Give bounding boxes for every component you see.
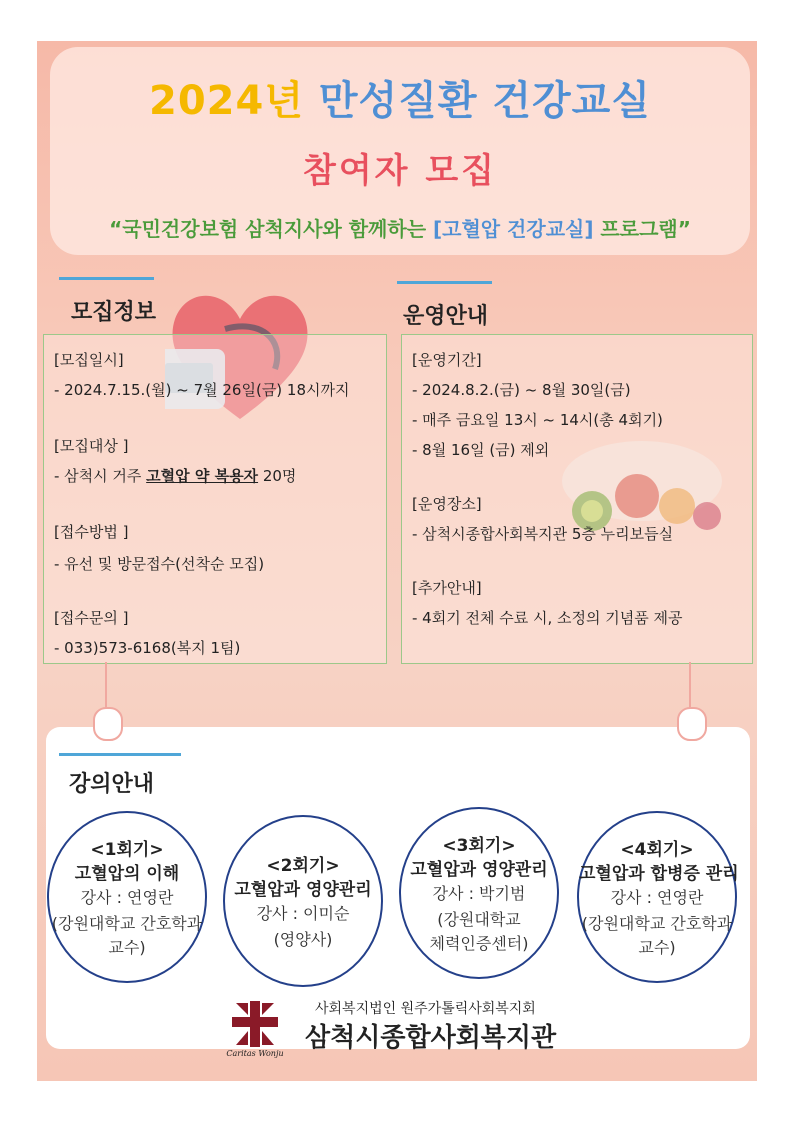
title-main: 만성질환 건강교실 [318,78,651,124]
operation-period-2: - 매주 금요일 13시 ~ 14시(총 4회기) [412,411,663,429]
target-pre: - 삼척시 거주 [54,467,147,485]
tagline-post: 프로그램” [593,217,691,241]
right-hook [677,707,707,741]
lecture-session-3 [399,807,559,979]
session-3-teacher: 강사 : 박기범 [432,884,526,903]
poster [37,41,757,1081]
lecture-session-4 [577,811,737,983]
session-3-aff1: (강원대학교 [437,910,521,929]
session-1-aff1: (강원대학교 간호학과 [51,914,203,933]
operation-period-1: - 2024.8.2.(금) ~ 8월 30일(금) [412,381,631,399]
recruit-target-label: [모집대상 ] [54,437,129,455]
session-1-aff2: 교수) [108,938,146,957]
recruit-target-value [54,465,296,486]
operation-place-label: [운영장소] [412,495,482,513]
recruit-period-value: - 2024.7.15.(월) ~ 7월 26일(금) 18시까지 [54,381,350,399]
recruit-title: 모집정보 [71,300,157,325]
session-4-number: <4회기> [620,840,694,860]
page-title [50,69,750,126]
operation-period-3: - 8월 16일 (금) 제외 [412,441,550,459]
caritas-logo-icon [230,999,280,1049]
recruit-method-label: [접수방법 ] [54,523,129,541]
recruit-period-label: [모집일시] [54,351,124,369]
lecture-session-1 [47,811,207,983]
session-2-number: <2회기> [266,856,340,876]
operation-extra-label: [추가안내] [412,579,482,597]
tagline-highlight: [고혈압 건강교실] [432,217,594,241]
lecture-rule [59,753,181,756]
session-1-teacher: 강사 : 연영란 [80,888,174,907]
operation-rule [397,281,492,284]
tagline [50,213,750,242]
session-1-topic: 고혈압의 이해 [74,864,180,884]
right-string [689,662,691,708]
operation-extra-value: - 4회기 전체 수료 시, 소정의 기념품 제공 [412,609,683,627]
session-2-teacher: 강사 : 이미순 [256,904,350,923]
title-year: 2024년 [149,78,304,124]
operation-place-value: - 삼척시종합사회복지관 5층 누리보듬실 [412,525,674,543]
tagline-pre: “국민건강보험 삼척지사와 함께하는 [109,217,433,241]
recruit-rule [59,277,154,280]
header-banner [50,47,750,255]
session-3-aff2: 체력인증센터) [429,934,529,953]
session-1-number: <1회기> [90,840,164,860]
operation-title: 운영안내 [403,304,489,329]
left-string [105,662,107,708]
recruit-box [43,334,387,664]
session-3-number: <3회기> [442,836,516,856]
lecture-session-2 [223,815,383,987]
recruit-method-value: - 유선 및 방문접수(선착순 모집) [54,555,265,573]
logo-text: Caritas Wonju [226,1049,284,1058]
recruit-contact-value: - 033)573-6168(복지 1팀) [54,639,241,657]
operation-period-label: [운영기간] [412,351,482,369]
target-post: 20명 [258,467,297,485]
session-2-aff1: (영양사) [273,930,333,949]
target-highlight: 고혈압 약 복용자 [146,467,259,485]
session-4-aff1: (강원대학교 간호학과 [581,914,733,933]
page-subtitle: 참여자 모집 [302,151,498,191]
session-4-topic: 고혈압과 합병증 관리 [579,864,739,884]
org-parent: 사회복지법인 원주가톨릭사회복지회 [315,1001,536,1017]
session-2-topic: 고혈압과 영양관리 [234,880,372,900]
lecture-title: 강의안내 [69,772,155,797]
session-4-teacher: 강사 : 연영란 [610,888,704,907]
session-3-topic: 고혈압과 영양관리 [410,860,548,880]
session-4-aff2: 교수) [638,938,676,957]
org-name: 삼척시종합사회복지관 [305,1023,557,1053]
operation-box [401,334,753,664]
recruit-contact-label: [접수문의 ] [54,609,129,627]
left-hook [93,707,123,741]
